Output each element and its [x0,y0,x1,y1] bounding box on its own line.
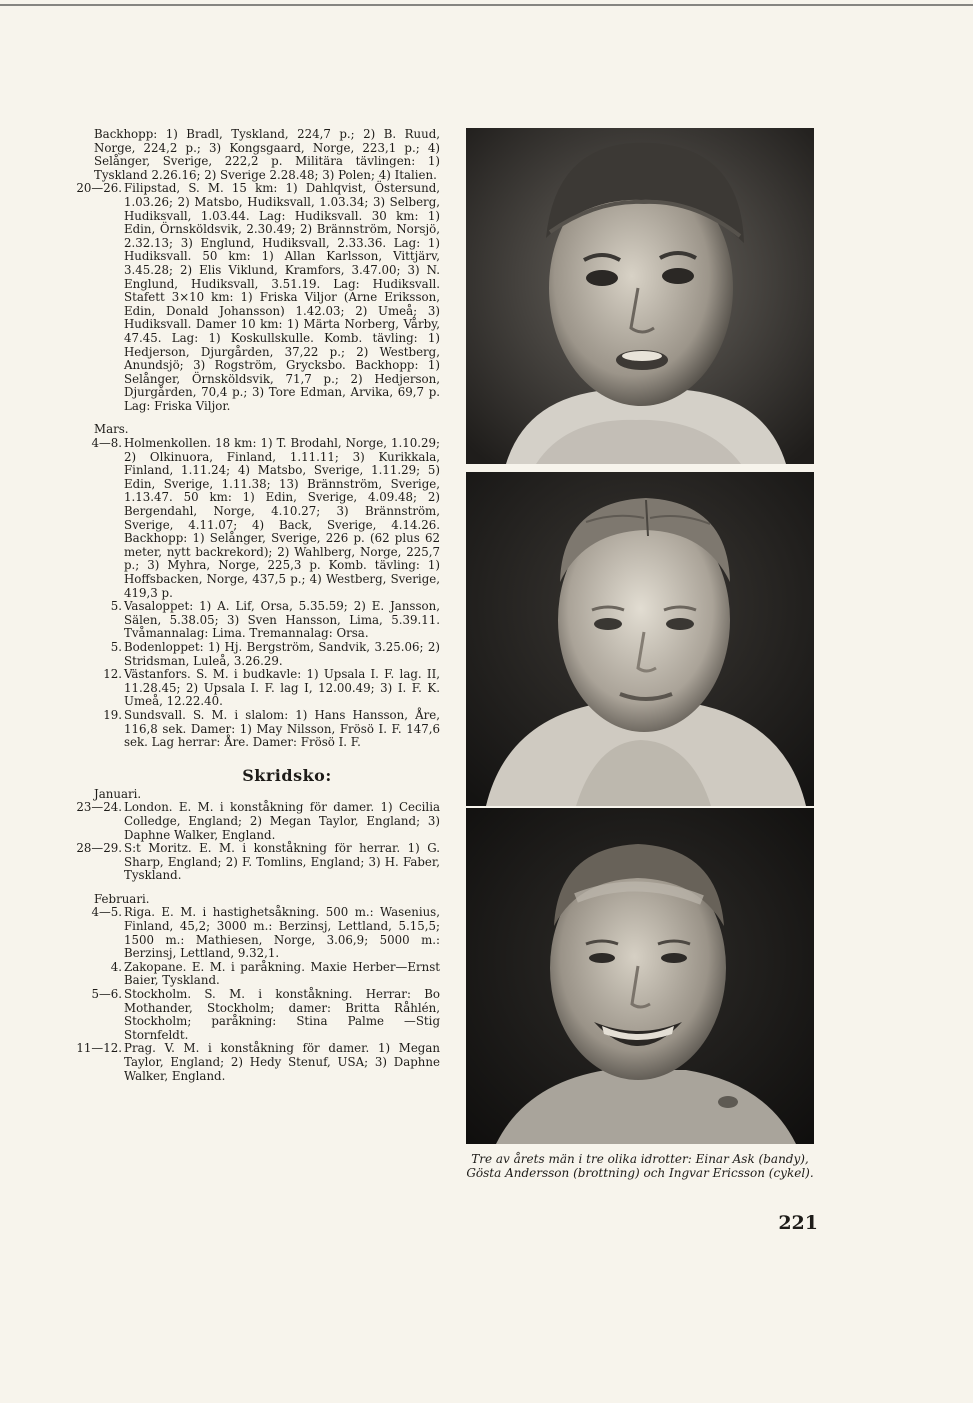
portrait-2-image [466,472,814,806]
entry-date: 4—8. [91,436,122,451]
entry-date: 23—24. [76,800,122,815]
entry-text: Zakopane. E. M. i paråkning. Maxie Herber—Ernst Baier, Tyskland. [124,959,440,988]
entry-date: 12. [103,667,122,682]
entry-date: 20—26. [76,181,122,196]
portrait-photo-2 [466,472,814,806]
month-heading-januari: Januari. [94,786,142,801]
entry-text: Filipstad, S. M. 15 km: 1) Dahlqvist, Östersund, 1.03.26; 2) Matsbo, Hudiksvall, 1.03.34; 3) Selberg, Hudiksvall, 1.03.44. Lag: Hudiksvall. 30 km: 1) Edin, Örnsköldsvik, 2.30.49; 2) Brännström, Norsjö, 2.32.13; 3) Englund, Hudiksvall, 2.33.36. Lag: 1) Hudiksvall. 50 km: 1) Allan Karlsson, Vittjärv, 3.45.28; 2) Elis Viklund, Kramfors, 3.47.00; 3) N. Englund, Hudiksvall, 3.51.19. Lag: Hudiksvall. Stafett 3×10 km: 1) Friska Viljor (Arne Eriksson, Edin, Donald Johansson) 1.42.03; 2) Umeå; 3) Hudiksvall. Damer 10 km: 1) Märta Norberg, Vårby, 47.45. Lag: 1) Koskullskulle. Komb. tävling: 1) Hedjerson, Djurgården, 37,22 p.; 2) Westberg, Anundsjö; 3) Rogström, Grycksbo. Backhopp: 1) Selånger, Örnsköldsvik, 71,7 p.; 2) Hedjerson, Djurgården, 70,4 p.; 3) Tore Edman, Arvika, 69,7 p. Lag: Friska Viljor. [124,181,440,413]
entry-text: Stockholm. S. M. i konståkning. Herrar: Bo Mothander, Stockholm; damer: Britta Råhlén, Stockholm; paråkning: Stina Palme —Stig Stornfeldt. [124,987,440,1042]
month-heading-mars: Mars. [94,422,129,437]
section-heading-skridsko: Skridsko: [242,765,332,785]
page-top-rule [0,4,973,6]
entry-date: 4. [110,959,122,974]
entry-date: 19. [103,707,122,722]
results-entry [94,668,440,709]
results-entry [91,905,440,961]
entry-text: Riga. E. M. i hastighetsåkning. 500 m.: Wasenius, Finland, 45,2; 3000 m.: Berzinsj, Lettland, 5.15,5; 1500 m.: Mathiesen, Norge, 3.06,9; 5000 m.: Berzinsj, Lettland, 9.32,1. [124,905,440,961]
results-entry [76,800,440,842]
results-entry [91,987,440,1042]
entry-date: 5. [110,639,122,654]
results-entry [94,600,440,641]
entry-date: 11—12. [76,1041,122,1056]
results-entry [76,181,440,413]
results-entry [76,1041,440,1083]
entry-text: Vasaloppet: 1) A. Lif, Orsa, 5.35.59; 2) E. Jansson, Sälen, 5.38.05; 3) Sven Hansson, Lima, 5.39.11. Tvåmannalag: Lima. Tremannalag: Orsa. [124,599,440,641]
entry-text: Västanfors. S. M. i budkavle: 1) Upsala I. F. lag. II, 11.28.45; 2) Upsala I. F. lag I, 12.00.49; 3) I. F. K. Umeå, 12.22.40. [124,667,440,709]
photo-caption: Tre av årets män i tre olika idrotter: Einar Ask (bandy), Gösta Andersson (brottning) och Ingvar Ericsson (cykel). [466,1152,814,1180]
results-entry [94,961,440,988]
entry-date: 5. [110,599,122,614]
results-entry [94,709,440,750]
entry-date: 5—6. [91,987,122,1002]
month-heading-februari: Februari. [94,891,150,906]
intro-text: Backhopp: 1) Bradl, Tyskland, 224,7 p.; 2) B. Ruud, Norge, 224,2 p.; 3) Kongsgaard, Norge, 223,1 p.; 4) Selånger, Sverige, 222,2 p. Militära tävlingen: 1) Tyskland 2.26.16; 2) Sverige 2.28.48; 3) Polen; 4) Italien. [94,127,440,182]
portrait-photo-3 [466,808,814,1144]
portrait-3-image [466,808,814,1144]
intro-paragraph [94,128,440,182]
results-entry [91,436,440,600]
entry-date: 28—29. [76,841,122,856]
entry-text: Prag. V. M. i konståkning för damer. 1) Megan Taylor, England; 2) Hedy Stenuf, USA; 3) Daphne Walker, England. [124,1041,440,1083]
entry-text: S:t Moritz. E. M. i konståkning för herrar. 1) G. Sharp, England; 2) F. Tomlins, England; 3) H. Faber, Tyskland. [124,841,440,883]
portrait-1-image [466,128,814,464]
entry-date: 4—5. [91,905,122,920]
results-column [76,127,440,1083]
entry-text: London. E. M. i konståkning för damer. 1) Cecilia Colledge, England; 2) Megan Taylor, England; 3) Daphne Walker, England. [124,800,440,842]
entry-text: Bodenloppet: 1) Hj. Bergström, Sandvik, 3.25.06; 2) Stridsman, Luleå, 3.26.29. [124,639,440,668]
entry-text: Sundsvall. S. M. i slalom: 1) Hans Hansson, Åre, 116,8 sek. Damer: 1) May Nilsson, Frösö I. F. 147,6 sek. Lag herrar: Åre. Damer: Frösö I. F. [124,707,440,750]
page-number: 221 [778,1212,818,1234]
entry-text: Holmenkollen. 18 km: 1) T. Brodahl, Norge, 1.10.29; 2) Olkinuora, Finland, 1.11.11; 3) Kurikkala, Finland, 1.11.24; 4) Matsbo, Sverige, 1.11.29; 5) Edin, Sverige, 1.11.38; 13) Brännström, Sverige, 1.13.47. 50 km: 1) Edin, Sverige, 4.09.48; 2) Bergendahl, Norge, 4.10.27; 3) Brännström, Sverige, 4.11.07; 4) Back, Sverige, 4.14.26. Backhopp: 1) Selånger, Sverige, 226 p. (62 plus 62 meter, nytt backrekord); 2) Wahlberg, Norge, 225,7 p.; 3) Myhra, Norge, 225,3 p. Komb. tävling: 1) Hoffsbacken, Norge, 437,5 p.; 4) Westberg, Sverige, 419,3 p. [124,436,440,600]
portrait-photo-1 [466,128,814,464]
results-entry [94,641,440,668]
results-entry [76,841,440,883]
